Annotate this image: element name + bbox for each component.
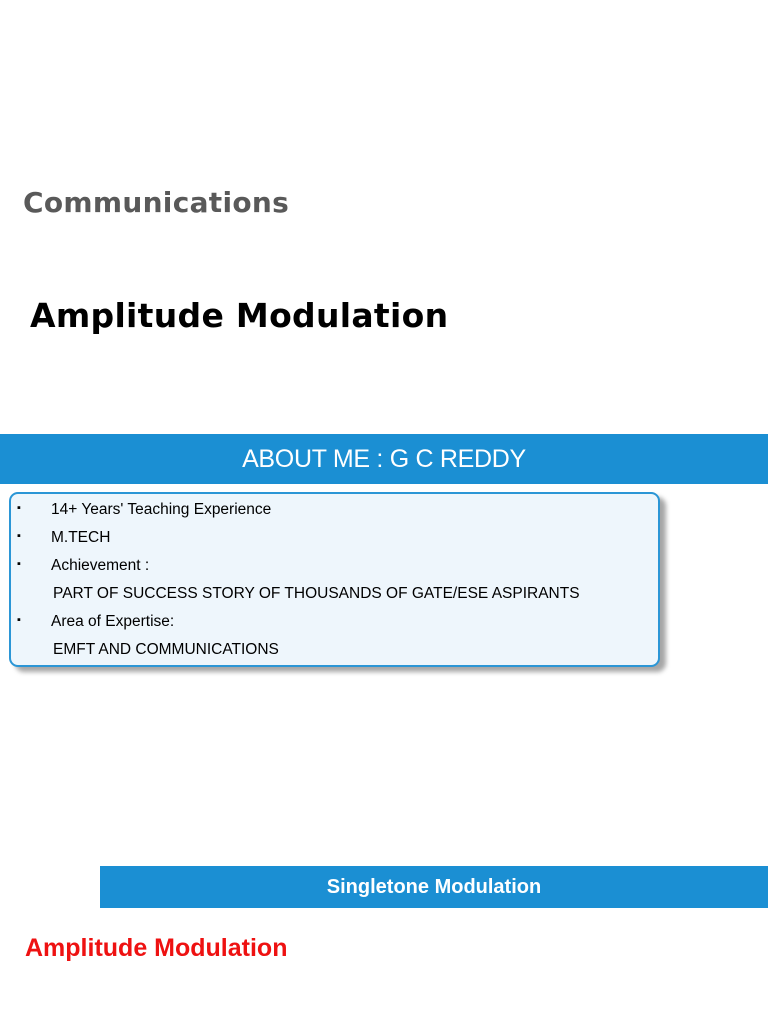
subject-heading: Communications [23, 186, 290, 219]
about-line-text: Achievement : [51, 557, 150, 574]
square-bullet-icon: ▪ [17, 530, 21, 542]
about-line-text: EMFT AND COMMUNICATIONS [53, 641, 279, 658]
about-me-banner [0, 434, 768, 484]
square-bullet-icon: ▪ [17, 558, 21, 570]
about-line-text: Area of Expertise: [51, 613, 175, 630]
about-line-text: 14+ Years' Teaching Experience [51, 501, 272, 518]
singletone-modulation-banner [100, 866, 768, 908]
about-me-heading: ABOUT ME : G C REDDY [242, 444, 526, 473]
about-line-text: PART OF SUCCESS STORY OF THOUSANDS OF GATE/ESE ASPIRANTS [53, 585, 580, 602]
about-line-text: M.TECH [51, 529, 111, 546]
section-title: Amplitude Modulation [25, 934, 288, 962]
square-bullet-icon: ▪ [17, 502, 21, 514]
square-bullet-icon: ▪ [17, 614, 21, 626]
singletone-modulation-heading: Singletone Modulation [326, 875, 542, 898]
about-me-box [9, 492, 660, 667]
page-title: Amplitude Modulation [30, 296, 449, 335]
